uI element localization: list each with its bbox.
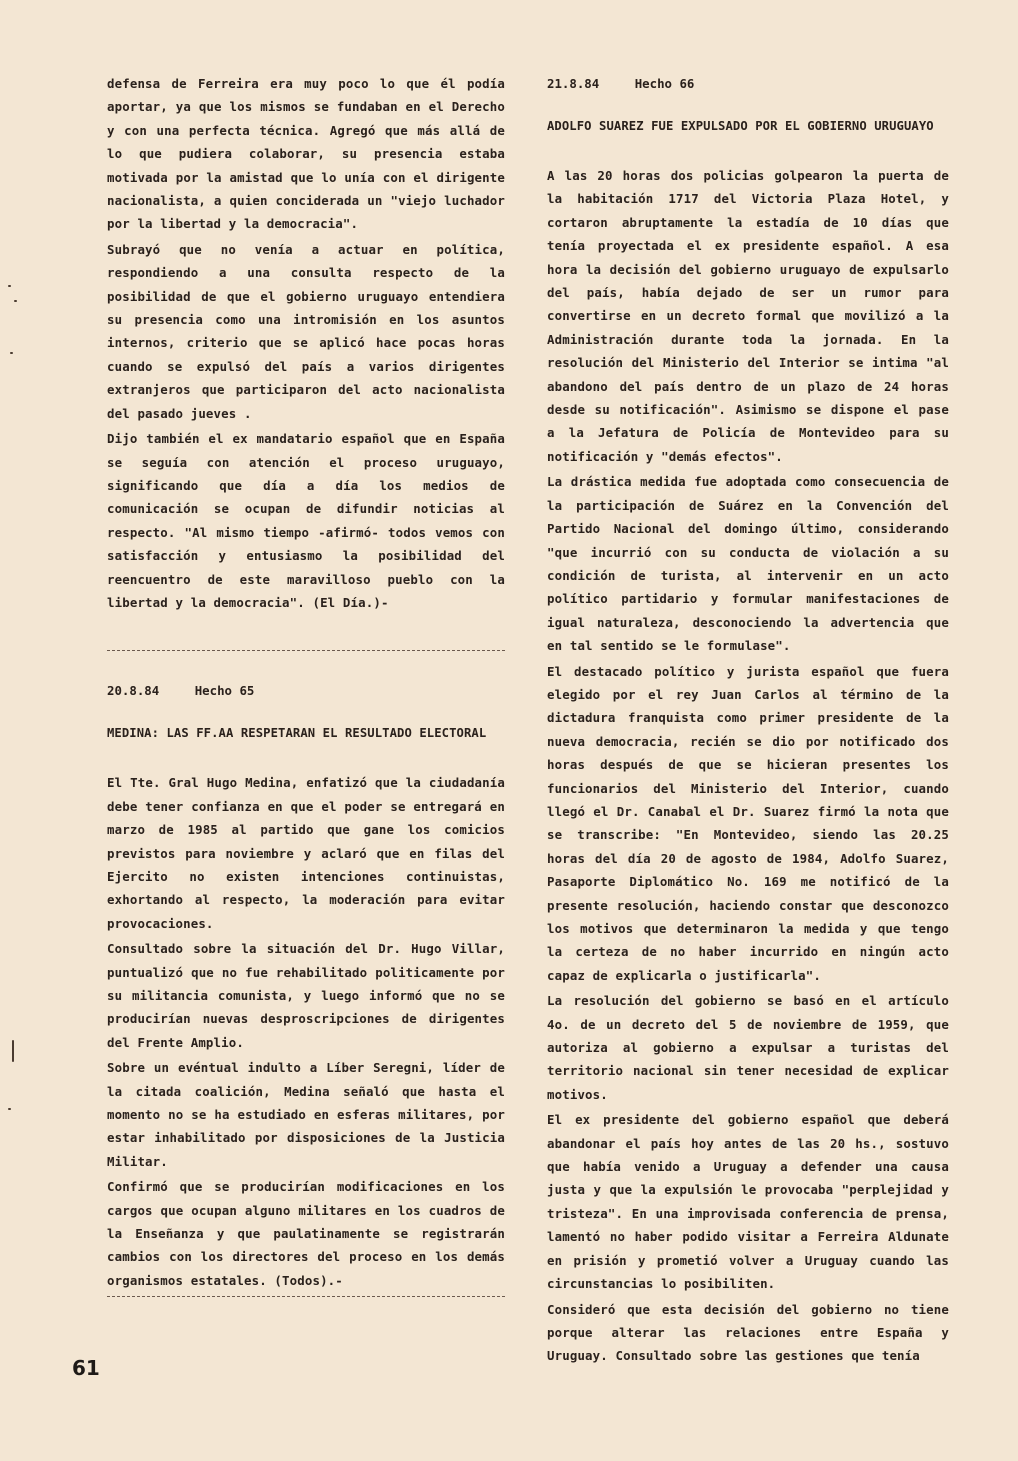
paragraph: El destacado político y jurista español que fuera elegido por el rey Juan Carlos al término de la dictadura franquista como primer presidente de la nueva democracia, recién se dio por notificado dos horas después de que se hicieran presentes los funcionarios del Ministerio del Interior, cuando llegó el Dr. Canabal el Dr. Suarez firmó la nota que se transcribe: "En Montevideo, siendo las 20.25 horas del día 20 de agosto de 1984, Adolfo Suarez, Pasaporte Diplomático No. 169 me notificó de la presente resolución, haciendo constar que desconozco los motivos que determinaron la medida y que tengo la certeza de no haber incurrido en ningún acto capaz de explicarla o justificarla". [547,663,949,983]
article-date: 20.8.84 [107,683,160,699]
paragraph: Sobre un evéntual indulto a Líber Seregni, líder de la citada coalición, Medina señaló que hasta el momento no se ha estudiado en esferas militares, por estar inhabilitado por disposiciones de la Justicia Militar. [107,1060,505,1169]
section-divider [107,650,505,651]
right-column [547,72,949,1370]
paragraph: Consideró que esta decisión del gobierno no tiene porque alterar las relaciones entre España y Uruguay. Consultado sobre las gestiones que tenía [547,1301,949,1364]
paragraph: A las 20 horas dos policias golpearon la puerta de la habitación 1717 del Victoria Plaza Hotel, y cortaron abruptamente la estadía de 10 días que tenía proyectada el ex presidente español. A esa hora la decisión del gobierno uruguayo de expulsarlo del país, había dejado de ser un rumor para convertirse en un decreto formal que movilizó a la Administración durante toda la jornada. En la resolución del Ministerio del Interior se intima "al abandono del país dentro de un plazo de 24 horas desde su notificación". Asimismo se dispone el pase a la Jefatura de Policía de Montevideo para su notificación y "demás efectos". [547,168,949,464]
scan-speck [14,300,17,302]
article-headline: MEDINA: LAS FF.AA RESPETARAN EL RESULTADO ELECTORAL [107,726,487,741]
page-number: 61 [72,1356,100,1380]
article-date: 21.8.84 [547,76,600,91]
paragraph: La drástica medida fue adoptada como consecuencia de la participación de Suárez en la Convención del Partido Nacional del domingo último, considerando "que incurrió con su conducta de violación a su condición de turista, al intervenir en un acto político partidario y formular manifestaciones de igual naturaleza, desconociendo la advertencia que en tal sentido se le formulase". [547,474,949,654]
paragraph: El Tte. Gral Hugo Medina, enfatizó que la ciudadanía debe tener confianza en que el poder se entregará en marzo de 1985 al partido que gane los comicios previstos para noviembre y aclaró que en filas del Ejercito no existen intenciones continuistas, exhortando al respecto, la moderación para evitar provocaciones. [107,775,505,931]
article-number: Hecho 66 [634,76,695,91]
paragraph: Consultado sobre la situación del Dr. Hugo Villar, puntualizó que no fue rehabilitado politicamente por su militancia comunista, y luego informó que no se producirían nuevas desproscripciones de dirigentes del Frente Amplio. [107,941,505,1050]
article-date-line [107,679,505,702]
paragraph: Confirmó que se producirían modificaciones en los cargos que ocupan alguno militares en los cuadros de la Enseñanza y que paulatinamente se registrarán cambios con los directores del proceso en los demás organismos estatales. (Todos).- [107,1179,505,1288]
article-number: Hecho 65 [194,683,255,699]
scan-speck [8,285,11,287]
section-divider [107,1296,505,1297]
article-headline: ADOLFO SUAREZ FUE EXPULSADO POR EL GOBIERNO URUGUAYO [547,119,934,133]
paragraph: defensa de Ferreira era muy poco lo que él podía aportar, ya que los mismos se fundaban en el Derecho y con una perfecta técnica. Agregó que más allá de lo que pudiera colaborar, su presencia estaba motivada por la amistad que lo unía con el dirigente nacionalista, a quien conciderada un "viejo luchador por la libertad y la democracia". [107,76,505,232]
paragraph: Dijo también el ex mandatario español que en España se seguía con atención el proceso uruguayo, significando que día a día los medios de comunicación se ocupan de difundir noticias al respecto. "Al mismo tiempo -afirmó- todos vemos con satisfacción y entusiasmo la posibilidad del reencuentro de este maravilloso pueblo con la libertad y la democracia". (El Día.)- [107,431,505,610]
scan-speck [12,1040,14,1062]
scan-speck [8,1108,11,1110]
paragraph: El ex presidente del gobierno español que deberá abandonar el país hoy antes de las 20 hs., sostuvo que había venido a Uruguay a defender una causa justa y que la expulsión le provocaba "perplejidad y tristeza". En una improvisada conferencia de prensa, lamentó no haber podido visitar a Ferreira Aldunate en prisión y prometió volver a Uruguay cuando las circunstancias lo posibiliten. [547,1112,949,1292]
left-column [107,72,505,1297]
scan-speck [10,352,13,354]
paragraph: La resolución del gobierno se basó en el artículo 4o. de un decreto del 5 de noviembre de 1959, que autoriza al gobierno a expulsar a turistas del territorio nacional sin tener necesidad de explicar motivos. [547,993,949,1102]
paragraph: Subrayó que no venía a actuar en política, respondiendo a una consulta respecto de la posibilidad de que el gobierno uruguayo entendiera su presencia como una intromisión en los asuntos internos, criterio que se aplicó hace pocas horas cuando se expulsó del país a varios dirigentes extranjeros que participaron del acto nacionalista del pasado jueves . [107,241,505,421]
article-date-line [547,72,945,95]
